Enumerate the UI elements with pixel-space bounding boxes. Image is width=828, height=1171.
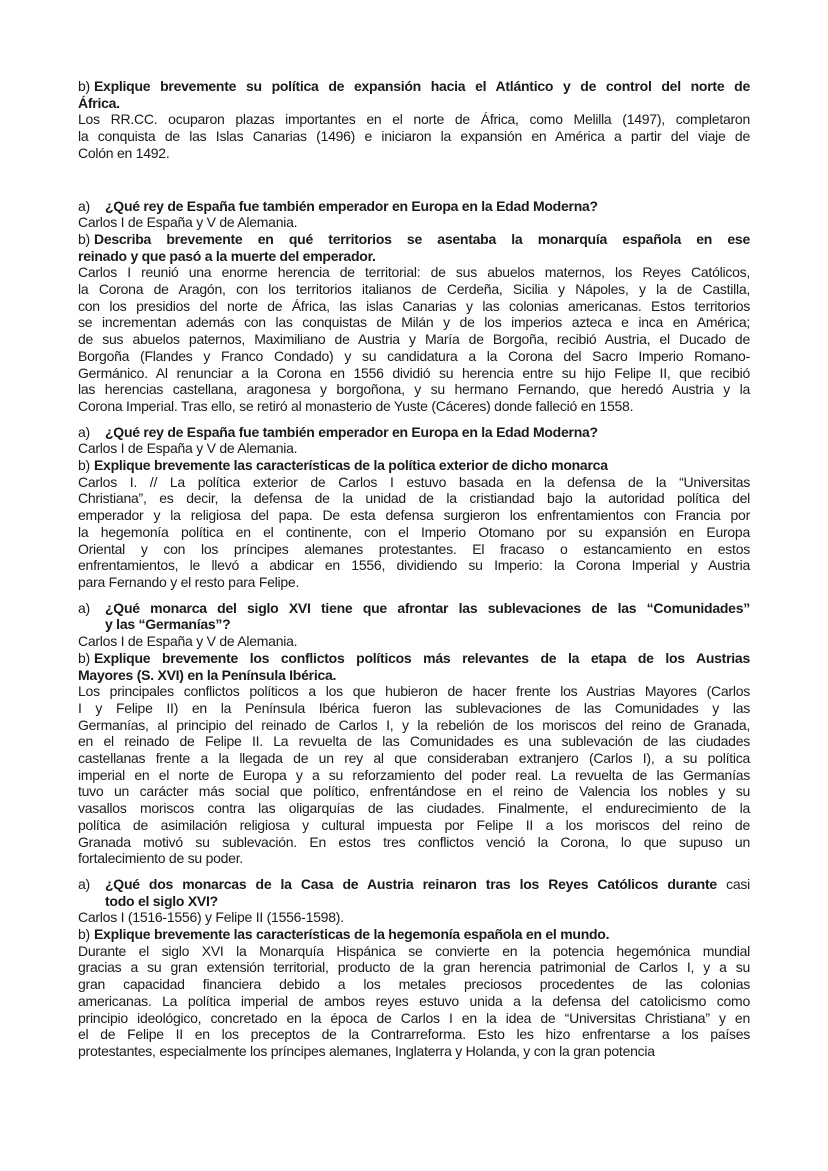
- line-text: ¿Qué monarca del siglo XVI tiene que afrontar las sublevaciones de las “Comunidades”: [105, 599, 750, 616]
- answer: [78, 264, 750, 414]
- line-text: Oriental y con los príncipes alemanes protestantes. El fracaso o estancamiento en estos: [78, 540, 750, 557]
- line-text: todo el siglo XVI?: [105, 892, 218, 909]
- line-text: las herencias castellana, aragonesa y borgoñona, y su hermano Fernando, que heredó Austria y la: [78, 381, 750, 398]
- line-text: Los RR.CC. ocuparon plazas importantes en el norte de África, como Melilla (1497), completaron: [78, 111, 750, 128]
- line-text: y las “Germanías”?: [105, 616, 231, 633]
- line-text: gracias a su gran extensión territorial, producto de la gran herencia patrimonial de Carlos I, y a su: [78, 959, 750, 976]
- line-text: Explique brevemente las características de la hegemonía española en el mundo.: [93, 926, 610, 943]
- qa-section: [78, 424, 750, 591]
- line-text: la Corona de Aragón, con los territorios italianos de Cerdeña, Sicilia y Nápoles, y la de Castilla,: [78, 281, 750, 298]
- line-text: americanas. La política imperial de ambos reyes estuvo unida a la defensa del catolicismo como: [78, 992, 750, 1009]
- line-text: Explique brevemente su política de expansión hacia el Atlántico y de control del norte de: [93, 78, 750, 94]
- line-text: Granada motivó su sublevación. En estos tres conflictos venció la Corona, lo que supuso un: [78, 833, 750, 850]
- answer-line: [78, 1043, 750, 1060]
- answer-line: [78, 717, 750, 734]
- line-text: Germánico. Al renunciar a la Corona en 1556 dividió su herencia entre su hijo Felipe II, que recibió: [78, 364, 750, 381]
- qa-section: [78, 876, 750, 1060]
- answer-line: [78, 1010, 750, 1027]
- line-text: Explique brevemente los conflictos políticos más relevantes de la etapa de los Austrias: [93, 649, 750, 666]
- answer-line: [78, 298, 750, 315]
- question-label: a): [78, 198, 105, 215]
- line-text: vasallos moriscos contra las oligarquías de las ciudades. Finalmente, el endurecimiento de la: [78, 800, 750, 817]
- answer-line: [78, 817, 750, 834]
- line-text: Mayores (S. XVI) en la Península Ibérica.: [78, 666, 337, 683]
- question-label: b): [78, 457, 90, 474]
- question: [78, 198, 750, 215]
- question-line: [78, 600, 750, 617]
- answer: [78, 633, 750, 650]
- answer-line: [78, 783, 750, 800]
- question-line: [78, 876, 750, 893]
- line-text: principio ideológico, concretado en la época de Carlos I en la idea de “Universitas Christiana” y en: [78, 1009, 750, 1026]
- line-text: I y Felipe II) en la Península Ibérica fueron las sublevaciones de las Comunidades y las: [78, 699, 750, 716]
- question-label: a): [78, 600, 105, 617]
- line-text: ¿Qué rey de España fue también emperador en Europa en la Edad Moderna?: [105, 423, 598, 440]
- line-text-normal: casi: [716, 875, 750, 892]
- question-line: [78, 231, 750, 248]
- question: [78, 876, 750, 909]
- question-line: [78, 198, 750, 215]
- answer-line: [78, 281, 750, 298]
- question-line: [78, 248, 750, 265]
- answer-line: [78, 314, 750, 331]
- qa-section: [78, 78, 750, 162]
- question-line: [78, 926, 750, 943]
- answer: [78, 683, 750, 867]
- line-text: para Fernando y el resto para Felipe.: [78, 573, 300, 590]
- answer-line: [78, 111, 750, 128]
- answer-line: [78, 541, 750, 558]
- answer-line: [78, 750, 750, 767]
- line-text: gran capacidad financiera debido a los metales preciosos procedentes de las colonias: [78, 976, 750, 993]
- answer-line: [78, 264, 750, 281]
- answer: [78, 474, 750, 591]
- answer-line: [78, 1026, 750, 1043]
- question: [78, 78, 750, 111]
- answer-line: [78, 128, 750, 145]
- answer-line: [78, 943, 750, 960]
- line-text: la conquista de las Islas Canarias (1496) e iniciaron la expansión en América a partir del viaje de: [78, 128, 750, 145]
- line-text: África.: [78, 94, 120, 111]
- question-line: [78, 424, 750, 441]
- line-text: Carlos I. // La política exterior de Carlos I estuvo basada en la defensa de la “Universitas: [78, 473, 750, 490]
- question-line: [78, 457, 750, 474]
- question-label: b): [78, 926, 90, 943]
- question: [78, 650, 750, 683]
- answer-line: [78, 381, 750, 398]
- line-text: tuvo un carácter más social que político, enfrentándose en el reino de Valencia los nobles y su: [78, 783, 750, 800]
- answer-line: [78, 574, 750, 591]
- line-text: el de Felipe II en los preceptos de la Contrarreforma. Esto les hizo enfrentarse a los países: [78, 1026, 750, 1043]
- line-text: Describa brevemente en qué territorios se asentaba la monarquía española en ese: [93, 230, 750, 247]
- document-page: [78, 78, 750, 1060]
- answer-line: [78, 507, 750, 524]
- line-text: ¿Qué rey de España fue también emperador en Europa en la Edad Moderna?: [105, 197, 598, 214]
- answer-line: [78, 834, 750, 851]
- line-text: Explique brevemente las características de la política exterior de dicho monarca: [93, 457, 608, 474]
- answer-line: [78, 490, 750, 507]
- question: [78, 457, 750, 474]
- line-text: Carlos I de España y V de Alemania.: [78, 633, 298, 650]
- answer-line: [78, 331, 750, 348]
- question-line: [78, 616, 750, 633]
- line-text: Germanías, al principio del reinado de Carlos I, y la rebelión de los moriscos del reino de Granada,: [78, 716, 750, 733]
- question-line: [78, 95, 750, 112]
- line-text: enfrentamientos, le llevó a abdicar en 1556, dividiendo su Imperio: la Corona Imperial y Austria: [78, 557, 750, 574]
- answer-line: [78, 440, 750, 457]
- answer: [78, 440, 750, 457]
- line-text: Colón en 1492.: [78, 144, 170, 161]
- line-text: la hegemonía política en el continente, con el Imperio Otomano por su expansión en Europa: [78, 523, 750, 540]
- line-text: se incrementan además con las conquistas de Milán y de los imperios azteca e inca en América;: [78, 314, 750, 331]
- question: [78, 231, 750, 264]
- answer-line: [78, 348, 750, 365]
- answer-line: [78, 700, 750, 717]
- line-text: Carlos I de España y V de Alemania.: [78, 214, 298, 231]
- question-line: [78, 667, 750, 684]
- line-text: protestantes, especialmente los príncipes alemanes, Inglaterra y Holanda, y con la gran potencia: [78, 1042, 655, 1059]
- question-label: a): [78, 876, 105, 893]
- question: [78, 926, 750, 943]
- question-label: a): [78, 424, 105, 441]
- line-text: emperador y la religiosa del papa. De esta defensa surgieron los enfrentamientos con Francia por: [78, 507, 750, 524]
- answer-line: [78, 365, 750, 382]
- answer-line: [78, 767, 750, 784]
- answer-line: [78, 733, 750, 750]
- question-label: b): [78, 649, 90, 666]
- answer-line: [78, 474, 750, 491]
- answer-line: [78, 850, 750, 867]
- line-text: castellanas frente a la llegada de un rey al que consideraban extranjero (Carlos I), a su política: [78, 750, 750, 767]
- answer-line: [78, 909, 750, 926]
- question: [78, 600, 750, 633]
- question: [78, 424, 750, 441]
- line-text: Borgoña (Flandes y Franco Condado) y su candidatura a la Corona del Sacro Imperio Romano-: [78, 347, 750, 364]
- question-label: b): [78, 78, 90, 94]
- answer-line: [78, 800, 750, 817]
- answer-line: [78, 398, 750, 415]
- answer-line: [78, 145, 750, 162]
- line-text: Corona Imperial. Tras ello, se retiró al monasterio de Yuste (Cáceres) donde falleció en 1558.: [78, 397, 634, 414]
- line-text: en el reinado de Felipe II. La revuelta de las Comunidades es una sublevación de las ciudades: [78, 733, 750, 750]
- line-text: política de asimilación religiosa y cultural impuesta por Felipe II a los moriscos del reino de: [78, 816, 750, 833]
- line-text: con los presidios del norte de África, las islas Canarias y las colonias americanas. Estos territorios: [78, 297, 750, 314]
- answer: [78, 943, 750, 1060]
- answer: [78, 111, 750, 161]
- line-text: Los principales conflictos políticos a los que hubieron de hacer frente los Austrias Mayores (Carlos: [78, 683, 750, 700]
- qa-section: [78, 198, 750, 415]
- answer-line: [78, 976, 750, 993]
- answer-line: [78, 633, 750, 650]
- answer-line: [78, 993, 750, 1010]
- answer: [78, 909, 750, 926]
- answer: [78, 214, 750, 231]
- line-text: Christiana”, es decir, la defensa de la unidad de la cristiandad bajo la autoridad política del: [78, 490, 750, 507]
- answer-line: [78, 557, 750, 574]
- question-line: [78, 650, 750, 667]
- question-label: b): [78, 230, 90, 247]
- qa-section: [78, 600, 750, 867]
- line-text: imperial en el norte de Europa y a su reforzamiento del poder real. La revuelta de las Germanías: [78, 766, 750, 783]
- line-text: Durante el siglo XVI la Monarquía Hispánica se convierte en la potencia hegemónica mundial: [78, 942, 750, 959]
- answer-line: [78, 683, 750, 700]
- line-text-bold: ¿Qué dos monarcas de la Casa de Austria reinaron tras los Reyes Católicos durante: [105, 875, 717, 892]
- question-line: [78, 78, 750, 95]
- answer-line: [78, 214, 750, 231]
- question-line: [78, 893, 750, 910]
- line-text: Carlos I de España y V de Alemania.: [78, 440, 298, 457]
- answer-line: [78, 959, 750, 976]
- line-text: de sus abuelos paternos, Maximiliano de Austria y María de Borgoña, recibió Austria, el Ducado de: [78, 331, 750, 348]
- line-text: Carlos I (1516-1556) y Felipe II (1556-1598).: [78, 909, 344, 926]
- line-text: fortalecimiento de su poder.: [78, 850, 243, 867]
- line-text: Carlos I reunió una enorme herencia de territorial: de sus abuelos maternos, los Reyes Católicos,: [78, 264, 750, 281]
- line-text: reinado y que pasó a la muerte del emperador.: [78, 247, 376, 264]
- answer-line: [78, 524, 750, 541]
